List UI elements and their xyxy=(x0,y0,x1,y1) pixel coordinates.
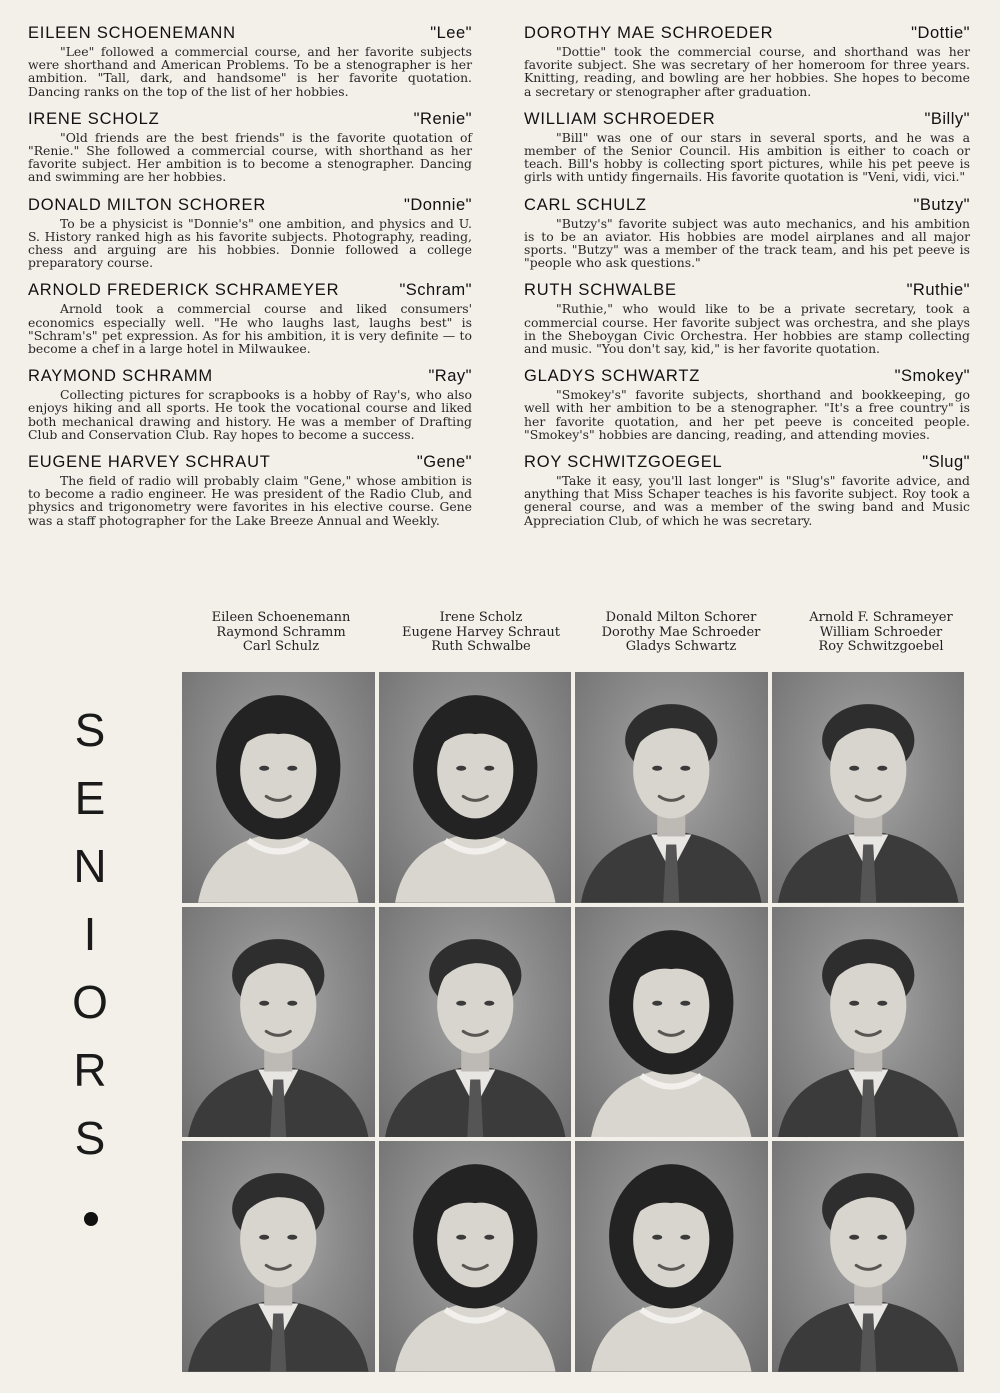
entry-name: ROY SCHWITZGOEGEL xyxy=(524,453,723,472)
entry-body: "Lee" followed a commercial course, and her favorite subjects were shorthand and American Problems. To be a stenographer is her ambition. "Tall, dark, and handsome" is her favorite quotation. Dancing ranks on the top of the list of her hobbies. xyxy=(28,44,472,99)
entry-nickname: "Gene" xyxy=(416,453,472,472)
senior-portrait xyxy=(575,1141,768,1372)
senior-portrait xyxy=(772,672,965,903)
caption-column xyxy=(186,611,376,655)
senior-portrait xyxy=(379,1141,572,1372)
left-column xyxy=(28,24,472,539)
caption-name: Dorothy Mae Schroeder xyxy=(601,624,761,640)
bullet-dot xyxy=(84,1212,98,1226)
entry xyxy=(28,281,472,355)
entry-nickname: "Lee" xyxy=(430,24,472,42)
title-letter: S xyxy=(74,1112,106,1164)
entry-body: Collecting pictures for scrapbooks is a hobby of Ray's, who also enjoys hiking and all sports. He took the vocational course and liked both mechanical drawing and history. He was a member of Drafting Club and Conservation Club. Ray hopes to become a success. xyxy=(28,387,472,442)
senior-portrait xyxy=(379,672,572,903)
title-letter: O xyxy=(72,976,108,1028)
entry-body: "Take it easy, you'll last longer" is "Slug's" favorite advice, and anything that Miss Schaper teaches is his favorite subject. Roy took a general course, and was a member of the swing band and Music Appreciation Club, of which he was secretary. xyxy=(524,473,970,528)
entry-nickname: "Dottie" xyxy=(911,24,970,42)
senior-portrait xyxy=(182,672,375,903)
entry-name: DOROTHY MAE SCHROEDER xyxy=(524,24,774,42)
caption-name: Carl Schulz xyxy=(242,639,320,654)
caption-name: William Schroeder xyxy=(819,624,943,640)
entry xyxy=(28,110,472,184)
caption-column xyxy=(586,611,776,655)
caption-name: Irene Scholz xyxy=(439,610,523,625)
entry-body: "Dottie" took the commercial course, and shorthand was her favorite subject. She was secretary of her homeroom for three years. Knitting, reading, and bowling are her hobbies. She hopes to become a secretary or stenographer after graduation. xyxy=(524,44,970,99)
title-letter: E xyxy=(74,772,106,824)
entry-body: "Butzy's" favorite subject was auto mechanics, and his ambition is to be an aviator. His hobbies are model airplanes and all major sports. "Butzy" was a member of the track team, and his pet peeve is "people who ask questions." xyxy=(524,215,970,271)
entry-nickname: "Donnie" xyxy=(403,195,472,214)
entry-name: GLADYS SCHWARTZ xyxy=(524,367,701,386)
senior-portrait xyxy=(182,907,375,1138)
caption-column xyxy=(386,611,576,655)
entry-body: "Smokey's" favorite subjects, shorthand and bookkeeping, go well with her ambition to be a stenographer. "It's a free country" is her favorite quotation, and her pet peeve is conceited people. "Smokey's" hobbies are dancing, reading, and attending movies. xyxy=(524,387,970,442)
entry-nickname: "Ray" xyxy=(428,367,472,386)
photo-captions xyxy=(186,611,976,655)
caption-name: Arnold F. Schrameyer xyxy=(809,610,953,625)
senior-photo-grid xyxy=(182,672,964,1372)
entry-body: "Bill" was one of our stars in several sports, and he was a member of the Senior Council. His ambition is either to coach or teach. Bill's hobby is collecting sport pictures, while his pet peeve is girls with untidy fingernails. His favorite quotation is "Veni, vidi, vici." xyxy=(524,129,970,185)
entry xyxy=(524,110,970,184)
caption-column xyxy=(786,611,976,655)
entry-nickname: "Smokey" xyxy=(894,367,970,386)
entry xyxy=(524,367,970,441)
caption-name: Donald Milton Schorer xyxy=(605,610,757,625)
entry-name: WILLIAM SCHROEDER xyxy=(524,109,716,128)
entry-nickname: "Renie" xyxy=(413,109,472,128)
senior-portrait xyxy=(772,1141,965,1372)
entry-name: RAYMOND SCHRAMM xyxy=(28,367,213,386)
entry xyxy=(524,281,970,355)
senior-portrait xyxy=(182,1141,375,1372)
entry-nickname: "Schram" xyxy=(399,281,472,300)
entry-nickname: "Slug" xyxy=(922,453,970,472)
entry xyxy=(524,24,970,98)
entry xyxy=(28,367,472,441)
caption-name: Raymond Schramm xyxy=(216,624,346,640)
entry-name: ARNOLD FREDERICK SCHRAMEYER xyxy=(28,281,340,300)
entry-name: DONALD MILTON SCHORER xyxy=(28,195,267,214)
entry xyxy=(28,453,472,527)
senior-portrait xyxy=(575,907,768,1138)
entry xyxy=(28,196,472,270)
senior-portrait xyxy=(772,907,965,1138)
entry-nickname: "Ruthie" xyxy=(906,281,970,300)
entry-nickname: "Butzy" xyxy=(913,195,970,214)
seniors-side-title xyxy=(58,696,122,1172)
entry xyxy=(524,196,970,270)
entry-body: The field of radio will probably claim "Gene," whose ambition is to become a radio engineer. He was president of the Radio Club, and physics and trigonometry were favorites in his elective course. Gene was a staff photographer for the Lake Breeze Annual and Weekly. xyxy=(28,473,472,528)
senior-portrait xyxy=(575,672,768,903)
entry-body: To be a physicist is "Donnie's" one ambition, and physics and U. S. History ranked high as his favorite subjects. Photography, reading, chess and arguing are his hobbies. Donnie followed a college preparatory course. xyxy=(28,215,472,271)
entry-body: Arnold took a commercial course and liked consumers' economics especially well. "He who laughs last, laughs best" is "Schram's" pet expression. As for his ambition, it is very definite — to become a chef in a large hotel in Milwaukee. xyxy=(28,301,472,357)
caption-name: Eileen Schoenemann xyxy=(211,610,351,625)
entry-nickname: "Billy" xyxy=(924,109,970,128)
caption-name: Roy Schwitzgoebel xyxy=(818,639,944,654)
caption-name: Ruth Schwalbe xyxy=(431,639,531,654)
title-letter: I xyxy=(83,908,97,960)
caption-name: Gladys Schwartz xyxy=(625,639,737,654)
caption-name: Eugene Harvey Schraut xyxy=(401,624,560,640)
entry-body: "Ruthie," who would like to be a private secretary, took a commercial course. Her favorite subject was orchestra, and she plays in the Sheboygan Civic Orchestra. Her hobbies are stamp collecting and music. "You don't say, kid," is her favorite quotation. xyxy=(524,301,970,357)
entry-name: CARL SCHULZ xyxy=(524,195,647,214)
senior-portrait xyxy=(379,907,572,1138)
right-column xyxy=(524,24,970,539)
entry xyxy=(524,453,970,527)
title-letter: R xyxy=(73,1044,107,1096)
entry xyxy=(28,24,472,98)
entry-name: IRENE SCHOLZ xyxy=(28,109,160,128)
title-letter: S xyxy=(74,704,106,756)
entry-name: EILEEN SCHOENEMANN xyxy=(28,24,236,42)
title-letter: N xyxy=(73,840,107,892)
entry-name: EUGENE HARVEY SCHRAUT xyxy=(28,453,271,472)
entry-name: RUTH SCHWALBE xyxy=(524,281,677,300)
entry-body: "Old friends are the best friends" is the favorite quotation of "Renie." She followed a commercial course, with shorthand as her favorite subject. Her ambition is to become a stenographer. Dancing and swimming are her hobbies. xyxy=(28,129,472,185)
